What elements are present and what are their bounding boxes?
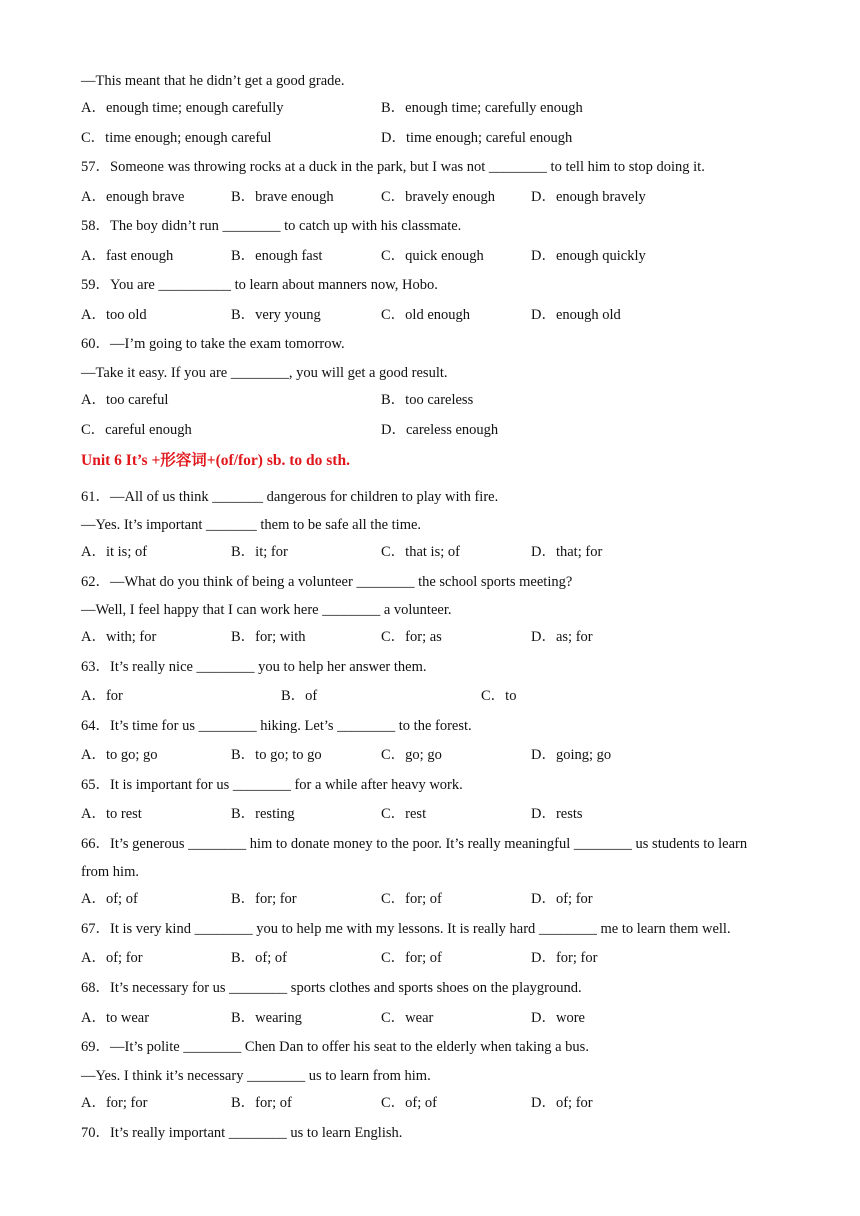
option-c: C．bravely enough — [381, 189, 495, 205]
option-b: B．resting — [231, 806, 295, 822]
option-d: D．going; go — [531, 747, 612, 763]
question-59: 59．You are __________ to learn about manners now, Hobo. — [81, 277, 438, 293]
option-d: D．of; for — [531, 891, 593, 907]
question-57: 57．Someone was throwing rocks at a duck in the park, but I was not ________ to tell him to stop doing it. — [81, 159, 705, 175]
option-d: D．wore — [531, 1010, 585, 1026]
question-62: 62．—What do you think of being a volunteer ________ the school sports meeting? — [81, 574, 573, 590]
option-b: B．very young — [231, 307, 321, 323]
option-c: C．go; go — [381, 747, 442, 763]
option-a: A．to go; go — [81, 747, 158, 763]
option-b: B．wearing — [231, 1010, 302, 1026]
option-c: C．that is; of — [381, 544, 460, 560]
options-63 — [81, 687, 801, 705]
option-c: C．for; of — [381, 950, 442, 966]
question-64: 64．It’s time for us ________ hiking. Let’s ________ to the forest. — [81, 718, 472, 734]
option-b: B．enough fast — [231, 248, 323, 264]
option-c: C．quick enough — [381, 248, 484, 264]
question-63: 63．It’s really nice ________ you to help her answer them. — [81, 659, 427, 675]
option-a: A．fast enough — [81, 248, 174, 264]
option-d: D．rests — [531, 806, 583, 822]
question-69: 69．—It’s polite ________ Chen Dan to offer his seat to the elderly when taking a bus. — [81, 1039, 589, 1055]
option-a: A．to wear — [81, 1010, 150, 1026]
question-60: 60．—I’m going to take the exam tomorrow. — [81, 336, 345, 352]
option-a: A．for — [81, 688, 123, 704]
options-58 — [81, 247, 801, 265]
option-b: B．for; of — [231, 1095, 292, 1111]
options-60-row-2 — [81, 421, 801, 439]
option-b: B．for; with — [231, 629, 306, 645]
option-b: B．enough time; carefully enough — [381, 100, 583, 116]
option-c: C．for; of — [381, 891, 442, 907]
option-a: A．to rest — [81, 806, 142, 822]
question-66: 66．It’s generous ________ him to donate money to the poor. It’s really meaningful ________ us students to learn — [81, 836, 748, 852]
unit-heading: Unit 6 It’s +形容词+(of/for) sb. to do sth. — [81, 452, 350, 469]
options-57 — [81, 188, 801, 206]
option-a: A．it is; of — [81, 544, 148, 560]
question-61-response: —Yes. It’s important _______ them to be safe all the time. — [81, 517, 422, 533]
question-70: 70．It’s really important ________ us to learn English. — [81, 1125, 403, 1141]
option-c: C．rest — [381, 806, 427, 822]
question-61: 61．—All of us think _______ dangerous for children to play with fire. — [81, 489, 499, 505]
options-66 — [81, 890, 801, 908]
option-b: B．it; for — [231, 544, 288, 560]
option-c: C．time enough; enough careful — [81, 130, 272, 146]
options-56-row-2 — [81, 129, 801, 147]
options-56-row-1 — [81, 99, 801, 117]
options-64 — [81, 746, 801, 764]
options-61 — [81, 543, 801, 561]
option-c: C．old enough — [381, 307, 471, 323]
options-60-row-1 — [81, 391, 801, 409]
option-d: D．time enough; careful enough — [381, 130, 573, 146]
option-b: B．to go; to go — [231, 747, 322, 763]
option-a: A．too old — [81, 307, 147, 323]
option-d: D．of; for — [531, 1095, 593, 1111]
question-69-response: —Yes. I think it’s necessary ________ us to learn from him. — [81, 1068, 431, 1084]
options-65 — [81, 805, 801, 823]
option-a: A．of; of — [81, 891, 138, 907]
option-c: C．for; as — [381, 629, 442, 645]
option-c: C．to — [481, 688, 517, 704]
option-a: A．too careful — [81, 392, 169, 408]
options-69 — [81, 1094, 801, 1112]
question-68: 68．It’s necessary for us ________ sports clothes and sports shoes on the playground. — [81, 980, 582, 996]
question-67: 67．It is very kind ________ you to help me with my lessons. It is really hard ________ me to learn them well. — [81, 921, 731, 937]
option-b: B．brave enough — [231, 189, 334, 205]
question-56-response: —This meant that he didn’t get a good grade. — [81, 73, 345, 89]
option-c: C．careful enough — [81, 422, 192, 438]
option-d: D．that; for — [531, 544, 603, 560]
options-67 — [81, 949, 801, 967]
question-65: 65．It is important for us ________ for a while after heavy work. — [81, 777, 463, 793]
option-d: D．enough bravely — [531, 189, 646, 205]
option-d: D．as; for — [531, 629, 593, 645]
option-d: D．for; for — [531, 950, 598, 966]
option-a: A．enough brave — [81, 189, 185, 205]
options-59 — [81, 306, 801, 324]
option-b: B．too careless — [381, 392, 474, 408]
option-c: C．of; of — [381, 1095, 437, 1111]
option-b: B．of; of — [231, 950, 287, 966]
option-b: B．for; for — [231, 891, 297, 907]
question-66-continued: from him. — [81, 864, 139, 880]
option-b: B．of — [281, 688, 318, 704]
option-c: C．wear — [381, 1010, 434, 1026]
option-a: A．of; for — [81, 950, 143, 966]
option-a: A．with; for — [81, 629, 157, 645]
option-d: D．enough quickly — [531, 248, 646, 264]
option-d: D．careless enough — [381, 422, 499, 438]
option-a: A．enough time; enough carefully — [81, 100, 284, 116]
option-a: A．for; for — [81, 1095, 148, 1111]
options-68 — [81, 1009, 801, 1027]
options-62 — [81, 628, 801, 646]
question-62-response: —Well, I feel happy that I can work here ________ a volunteer. — [81, 602, 452, 618]
question-58: 58．The boy didn’t run ________ to catch up with his classmate. — [81, 218, 462, 234]
option-d: D．enough old — [531, 307, 621, 323]
question-60-response: —Take it easy. If you are ________, you will get a good result. — [81, 365, 448, 381]
